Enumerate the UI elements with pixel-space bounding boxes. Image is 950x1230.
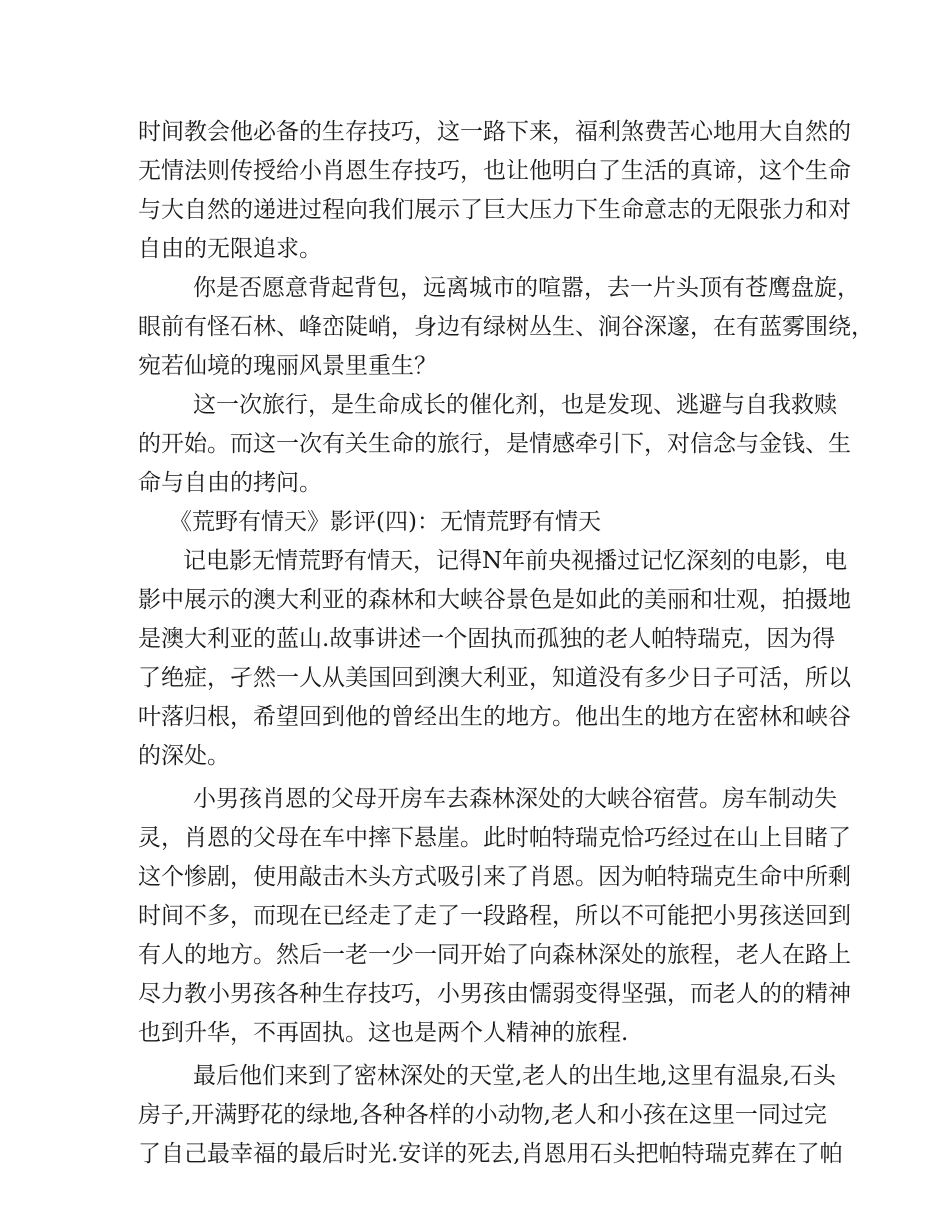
text-line: 的开始。而这一次有关生命的旅行，是情感牵引下，对信念与金钱、生	[138, 431, 851, 457]
text-line: 房子,开满野花的绿地,各种各样的小动物,老人和小孩在这里一同过完	[138, 1102, 827, 1128]
text-line: 时间不多，而现在已经走了走了一段路程，所以不可能把小男孩送回到	[138, 903, 851, 929]
section-heading: 《荒野有情天》影评(四)：无情荒野有情天	[169, 509, 601, 535]
text-line: 有人的地方。然后一老一少一同开始了向森林深处的旅程，老人在路上	[138, 942, 851, 968]
text-line: 最后他们来到了密林深处的天堂,老人的出生地,这里有温泉,石头	[193, 1063, 836, 1089]
text-line: 叶落归根，希望回到他的曾经出生的地方。他出生的地方在密林和峡谷	[138, 704, 851, 730]
text-line: 命与自由的拷问。	[138, 470, 322, 496]
text-line: 你是否愿意背起背包，远离城市的喧嚣，去一片头顶有苍鹰盘旋，	[193, 275, 860, 301]
text-line: 灵，肖恩的父母在车中摔下悬崖。此时帕特瑞克恰巧经过在山上目睹了	[138, 825, 851, 851]
text-line: 的深处。	[138, 743, 230, 769]
text-line: 无情法则传授给小肖恩生存技巧，也让他明白了生活的真谛，这个生命	[138, 158, 851, 184]
text-line: 眼前有怪石林、峰峦陡峭，身边有绿树丛生、涧谷深邃，在有蓝雾围绕，	[138, 314, 874, 340]
text-line: 尽力教小男孩各种生存技巧，小男孩由懦弱变得坚强，而老人的的精神	[138, 981, 851, 1007]
text-line: 记电影无情荒野有情天，记得N年前央视播过记忆深刻的电影，电	[183, 548, 848, 574]
text-line: 宛若仙境的瑰丽风景里重生？	[138, 353, 437, 379]
text-line: 小男孩肖恩的父母开房车去森林深处的大峡谷宿营。房车制动失	[193, 786, 837, 812]
text-line: 也到升华，不再固执。这也是两个人精神的旅程.	[138, 1020, 629, 1046]
text-line: 这一次旅行，是生命成长的催化剂，也是发现、逃避与自我救赎	[193, 392, 837, 418]
text-line: 了绝症，孑然一人从美国回到澳大利亚，知道没有多少日子可活，所以	[138, 665, 851, 691]
text-line: 这个惨剧，使用敲击木头方式吸引来了肖恩。因为帕特瑞克生命中所剩	[138, 864, 851, 890]
text-line: 了自己最幸福的最后时光.安详的死去,肖恩用石头把帕特瑞克葬在了帕	[138, 1141, 843, 1167]
text-line: 是澳大利亚的蓝山.故事讲述一个固执而孤独的老人帕特瑞克，因为得	[138, 626, 836, 652]
text-line: 时间教会他必备的生存技巧，这一路下来，福利煞费苦心地用大自然的	[138, 119, 851, 145]
text-line: 与大自然的递进过程向我们展示了巨大压力下生命意志的无限张力和对	[138, 197, 851, 223]
text-line: 影中展示的澳大利亚的森林和大峡谷景色是如此的美丽和壮观，拍摄地	[138, 587, 851, 613]
text-line: 自由的无限追求。	[138, 236, 322, 262]
